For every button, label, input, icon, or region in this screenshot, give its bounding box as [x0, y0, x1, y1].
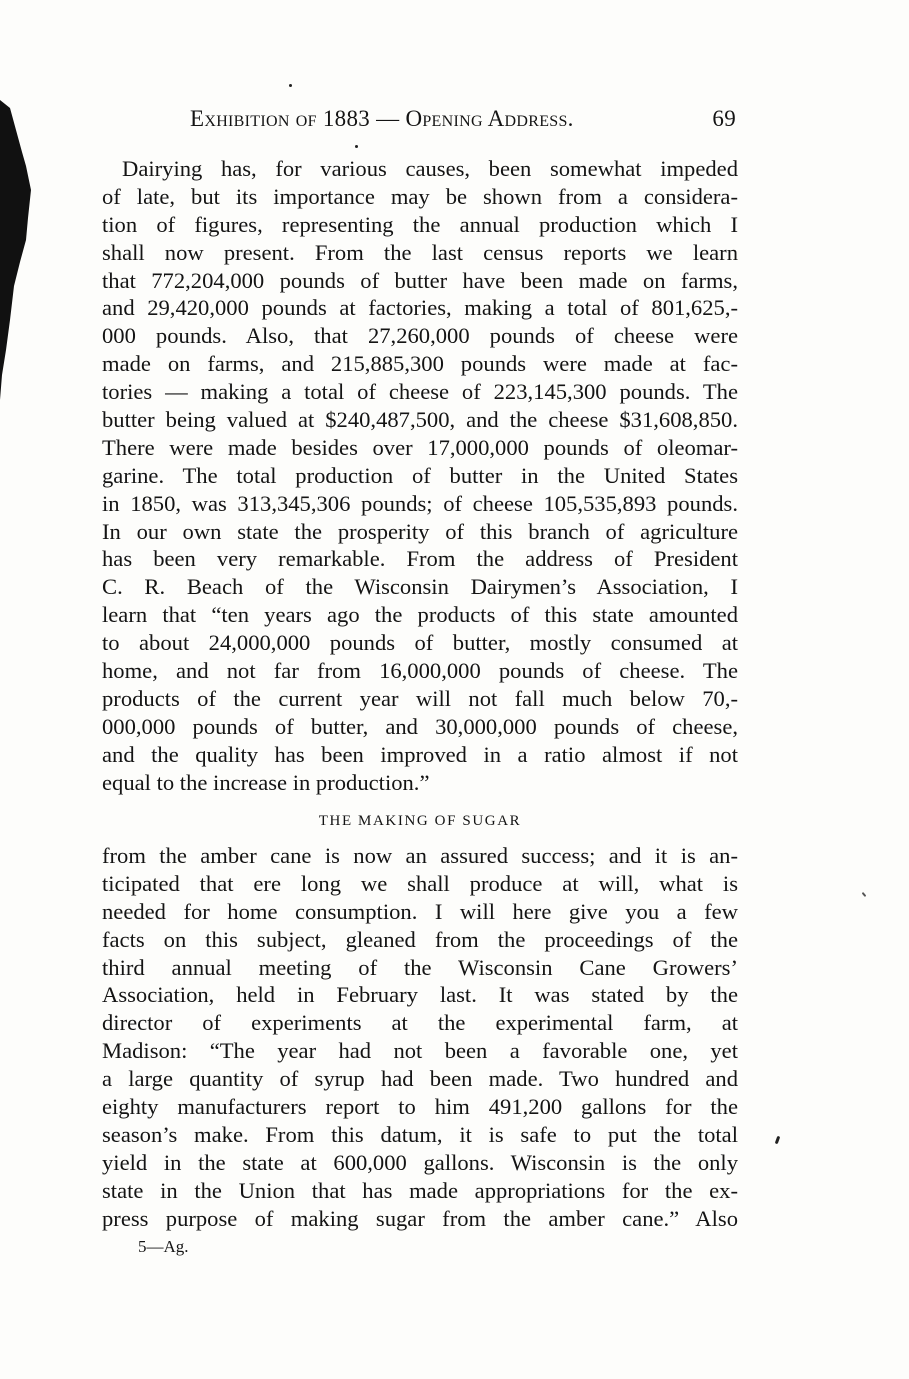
- text-line: learn that “ten years ago the products of this state amounted: [102, 602, 738, 628]
- print-speck: [775, 1136, 781, 1145]
- text-line: and 29,420,000 pounds at factories, making a total of 801,625,-: [102, 295, 738, 321]
- text-line: butter being valued at $240,487,500, and the cheese $31,608,850.: [102, 407, 738, 433]
- text-line: in 1850, was 313,345,306 pounds; of cheese 105,535,893 pounds.: [102, 490, 738, 516]
- text-line: shall now present. From the last census reports we learn: [102, 239, 738, 265]
- text-line: tion of figures, representing the annual production which I: [102, 211, 738, 237]
- text-line: from the amber cane is now an assured success; and it is an-: [102, 843, 738, 868]
- text-line: C. R. Beach of the Wisconsin Dairymen’s Association, I: [102, 574, 738, 600]
- text-line: equal to the increase in production.”: [102, 769, 430, 795]
- text-line: Dairying has, for various causes, been somewhat impeded: [122, 156, 738, 181]
- text-line: 000 pounds. Also, that 27,260,000 pounds of cheese were: [102, 323, 738, 349]
- text-line: to about 24,000,000 pounds of butter, mostly consumed at: [102, 630, 738, 656]
- text-line: In our own state the prosperity of this branch of agriculture: [102, 518, 738, 544]
- print-speck: [289, 84, 292, 87]
- text-line: and the quality has been improved in a ratio almost if not: [102, 741, 738, 767]
- print-speck: [862, 892, 867, 897]
- text-line: products of the current year will not fall much below 70,-: [102, 685, 738, 711]
- text-line: a large quantity of syrup had been made. Two hundred and: [102, 1066, 738, 1092]
- text-line: Madison: “The year had not been a favorable one, yet: [102, 1038, 738, 1064]
- binding-edge-shadow: [0, 100, 34, 400]
- text-line: of late, but its importance may be shown from a considera-: [102, 183, 738, 209]
- text-line: There were made besides over 17,000,000 pounds of oleomar-: [102, 434, 738, 460]
- text-line: that 772,204,000 pounds of butter have been made on farms,: [102, 267, 738, 293]
- text-line: yield in the state at 600,000 gallons. Wisconsin is the only: [102, 1149, 738, 1175]
- signature-mark: 5—Ag.: [138, 1237, 189, 1256]
- page-number: 69: [712, 106, 736, 131]
- running-head: Exhibition of 1883 — Opening Address.: [190, 106, 574, 131]
- text-line: needed for home consumption. I will here give you a few: [102, 898, 738, 924]
- text-line: season’s make. From this datum, it is safe to put the total: [102, 1121, 738, 1147]
- text-line: has been very remarkable. From the address of President: [102, 546, 738, 572]
- section-heading: THE MAKING OF SUGAR: [318, 813, 522, 829]
- text-line: tories — making a total of cheese of 223,145,300 pounds. The: [102, 379, 738, 405]
- paragraph-sugar: [102, 842, 738, 1232]
- text-line: state in the Union that has made appropriations for the ex-: [102, 1177, 738, 1203]
- print-speck: [355, 145, 358, 148]
- text-line: garine. The total production of butter in the United States: [102, 462, 738, 488]
- text-line: made on farms, and 215,885,300 pounds were made at fac-: [102, 351, 738, 377]
- text-line: home, and not far from 16,000,000 pounds of cheese. The: [102, 658, 738, 684]
- text-line: 000,000 pounds of butter, and 30,000,000 pounds of cheese,: [102, 713, 738, 739]
- text-line: director of experiments at the experimental farm, at: [102, 1010, 738, 1036]
- text-line: facts on this subject, gleaned from the proceedings of the: [102, 926, 738, 952]
- text-line: third annual meeting of the Wisconsin Cane Growers’: [102, 954, 738, 980]
- page-header: [102, 104, 742, 136]
- text-line: press purpose of making sugar from the amber cane.” Also: [102, 1205, 738, 1231]
- paragraph-dairying: [102, 155, 738, 796]
- text-line: eighty manufacturers report to him 491,200 gallons for the: [102, 1094, 738, 1120]
- text-line: ticipated that ere long we shall produce at will, what is: [102, 870, 738, 896]
- text-line: Association, held in February last. It was stated by the: [102, 982, 738, 1008]
